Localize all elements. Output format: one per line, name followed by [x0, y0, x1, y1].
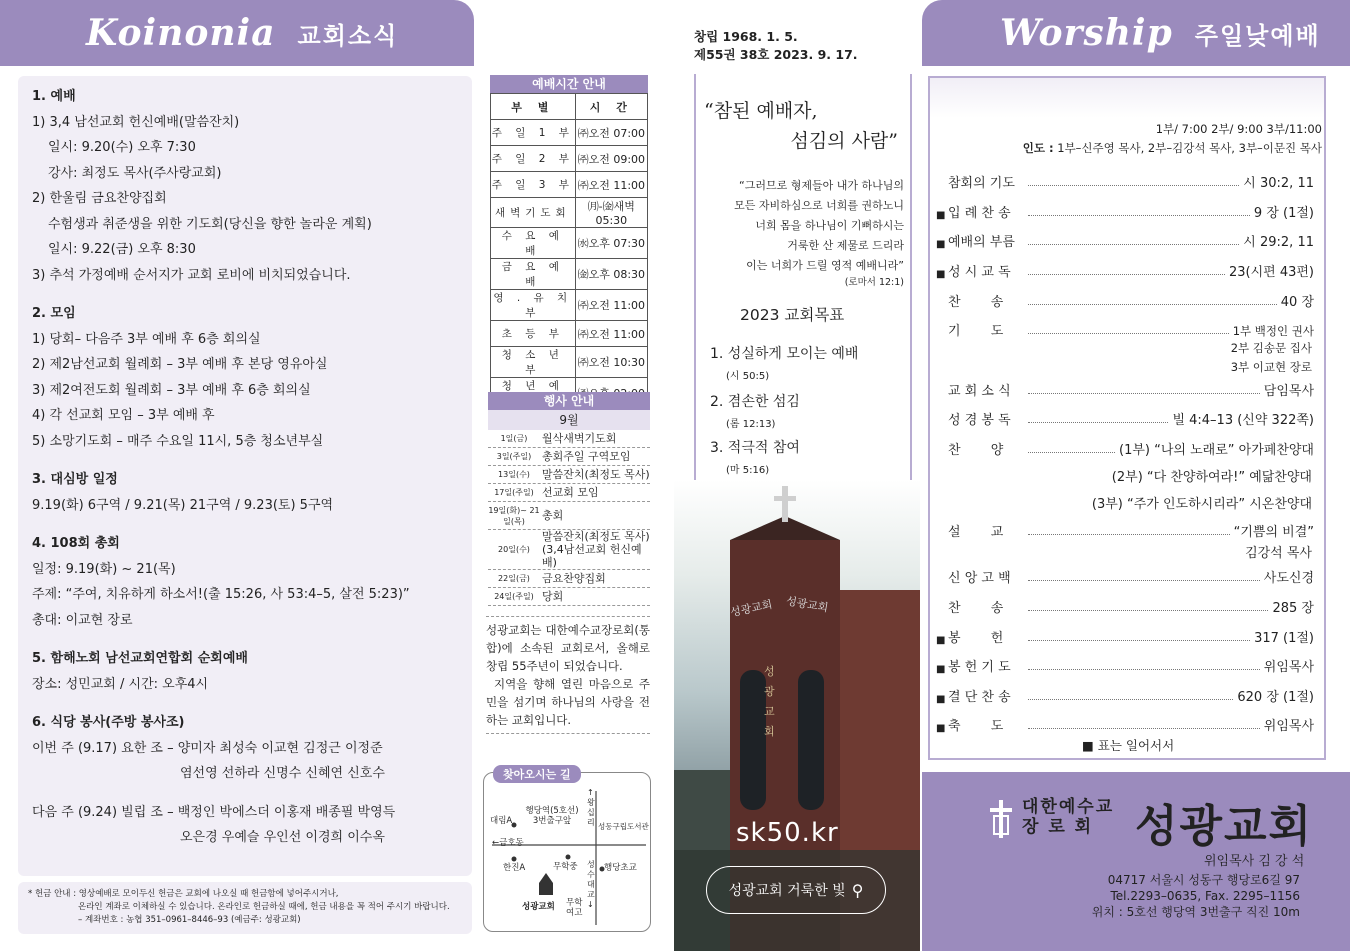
news-line: 오은경 우예슬 우인선 이경희 이수옥: [180, 830, 385, 845]
cross-logo: [988, 800, 1014, 838]
photo-sign-right: 성광교회: [785, 594, 830, 615]
denomination-logo-icon: [988, 800, 1014, 838]
service-col-name: 부 별: [491, 94, 576, 120]
map-label-library: 성동구립도서관: [598, 822, 649, 831]
news-line: 3) 추석 가정예배 순서지가 교회 로비에 비치되었습니다.: [32, 267, 351, 283]
news-line: 9.19(화) 6구역 / 9.21(목) 21구역 / 9.23(토) 5구역: [32, 497, 334, 513]
worship-order-item: [936, 521, 1314, 540]
map-label-seongsu: 성 수 대 교 ↓: [587, 860, 595, 909]
leader-dots: [1028, 274, 1225, 275]
stand-marker: ■: [936, 210, 946, 221]
service-row: [491, 146, 648, 172]
service-times: [1023, 120, 1322, 158]
order-value: 23(시편 43편): [1228, 265, 1314, 280]
event-date: 1일(금): [500, 434, 528, 443]
service-name: 청 소 년 부: [491, 347, 576, 378]
event-name: 총회주일 구역모임: [542, 450, 631, 463]
leader-dots: [1028, 393, 1260, 394]
event-name: 월삭새벽기도회: [542, 432, 617, 445]
verse-line-5: 이는 너희가 드릴 영적 예배니라”: [746, 259, 904, 272]
prayer-2: 2부 김송문 집사: [1230, 341, 1312, 355]
goal-item-3: [710, 437, 800, 476]
map-label-daerim: 대림A: [490, 816, 513, 826]
order-value: 사도신경: [1263, 571, 1314, 586]
service-col-time: 시 간: [575, 94, 647, 120]
leader-dots: [1028, 640, 1250, 641]
service-time: ㈜오전 07:00: [575, 120, 647, 146]
news-line: 수험생과 취준생을 위한 기도회(당신을 향한 놀라운 계획): [48, 216, 372, 232]
event-date: 13일(수): [498, 470, 530, 479]
verse-line-3: 너희 몸을 하나님이 기뻐하시는: [755, 219, 904, 232]
event-row: [488, 588, 650, 606]
service-row: [491, 228, 648, 259]
order-label: 성 경 봉 독: [948, 413, 1011, 428]
news-section-title: 4. 108회 총회: [32, 536, 120, 551]
events-table: [488, 392, 650, 606]
order-value: 317 (1절): [1254, 631, 1314, 646]
news-section-title: 1. 예배: [32, 89, 76, 104]
stand-marker: ■: [936, 269, 946, 280]
worship-order-item: [936, 380, 1314, 399]
order-value: “기쁨의 비결”: [1233, 525, 1314, 540]
stand-marker: ■: [936, 723, 946, 734]
offering-footnote: [18, 882, 472, 934]
event-row: [488, 484, 650, 502]
event-row: [488, 430, 650, 448]
news-line: 강사: 최정도 목사(주사랑교회): [48, 165, 222, 181]
news-line: 장소: 성민교회 / 시간: 오후4시: [32, 676, 209, 692]
worship-order-item: [936, 686, 1314, 705]
order-label: 성 시 교 독: [948, 265, 1011, 280]
order-value: 시 30:2, 11: [1243, 176, 1314, 191]
event-date: 20일(수): [498, 545, 530, 554]
prayer-3: 3부 이교현 장로: [1230, 360, 1312, 374]
goal-1-text: 1. 성실하게 모이는 예배: [710, 346, 859, 362]
news-line: 일정: 9.19(화) ~ 21(목): [32, 561, 176, 577]
event-name: 금요찬양집회: [542, 572, 606, 585]
stand-marker: ■: [936, 239, 946, 250]
leader-dots: [1028, 215, 1250, 216]
news-section-title: 5. 함해노회 남선교회연합회 순회예배: [32, 651, 248, 666]
event-date: 3일(주일): [496, 452, 532, 461]
leader-dots: [1028, 728, 1260, 729]
news-line: 1) 3,4 남선교회 헌신예배(말씀잔치): [32, 114, 240, 130]
order-label: 찬 양: [948, 443, 1004, 458]
preacher: 김강석 목사: [1245, 546, 1312, 561]
order-label: 예배의 부름: [948, 235, 1015, 250]
event-name: 당회: [542, 590, 564, 603]
map-label-wangsimni: ↑ 왕 십 리: [587, 788, 595, 827]
map-label-church: 성광교회: [522, 902, 555, 912]
service-row: [491, 172, 648, 198]
news-line: 5) 소망기도회 – 매주 수요일 11시, 5층 청소년부실: [32, 433, 324, 449]
news-line: 일시: 9.22(금) 오후 8:30: [48, 242, 196, 257]
service-row: [491, 347, 648, 378]
order-label: 교 회 소 식: [948, 384, 1011, 399]
church-desc-p1: 성광교회는 대한예수교장로회(통합)에 소속된 교회로서, 올해로 창립 55주년이 되었습니다.: [486, 623, 650, 673]
news-line: 이번 주 (9.17) 요한 조 – 양미자 최성숙 이교현 김정근 이정준: [32, 740, 383, 756]
order-label: 축 도: [948, 719, 1004, 734]
location-hint: 위치 : 5호선 행당역 3번출구 직진 10m: [1091, 905, 1300, 919]
service-row: [491, 290, 648, 321]
service-name: 청 년 예: [491, 378, 576, 409]
event-row: [488, 570, 650, 588]
service-time: ㈜오전 11:00: [575, 321, 647, 347]
leader-dots: [1028, 699, 1233, 700]
event-date: 24일(주일): [494, 592, 534, 601]
event-row: [488, 502, 650, 530]
search-icon: ⚲: [851, 880, 864, 900]
service-name: 초 등 부: [491, 321, 576, 347]
news-list: [32, 84, 458, 851]
news-section-title: 2. 모임: [32, 306, 76, 321]
theme-line-2: 섬김의 사람”: [790, 130, 898, 152]
service-name: 영 . 유 치 부: [491, 290, 576, 321]
worship-order-item: [936, 172, 1314, 191]
leader-dots: [1028, 452, 1115, 453]
founding-date: 창립 1968. 1. 5.: [694, 29, 798, 44]
church-name: 성광교회: [1135, 801, 1314, 852]
stand-marker: ■: [936, 635, 946, 646]
worship-order-item: [936, 409, 1314, 428]
event-date: 22일(금): [498, 574, 530, 583]
service-time-list: 1부/ 7:00 2부/ 9:00 3부/11:00: [1155, 122, 1322, 136]
leader-dots: [1028, 610, 1268, 611]
order-value: 시 29:2, 11: [1243, 235, 1314, 250]
senior-pastor: 위임목사 김 강 석: [1204, 854, 1305, 869]
verse-line-4: 거룩한 산 제물로 드리라: [787, 239, 904, 252]
news-line: [32, 787, 458, 800]
news-line: 총대: 이교현 장로: [32, 612, 133, 628]
order-value: (1부) “나의 노래로” 아가페찬양대: [1119, 443, 1314, 458]
worship-order-item: [936, 627, 1314, 646]
service-time: ㈮오후 08:30: [575, 259, 647, 290]
order-label: 봉 헌: [948, 631, 1004, 646]
footnote-line-1: * 헌금 안내 : 영상예배로 모이두신 헌금은 교회에 나오실 때 헌금함에 넣어주시거나,: [28, 889, 339, 899]
news-line: 2) 제2남선교회 월례회 – 3부 예배 후 본당 영유아실: [32, 357, 328, 372]
stand-marker: ■: [936, 664, 946, 675]
worship-order-item: [936, 597, 1314, 616]
order-label: 기 도: [948, 324, 1004, 339]
worship-order-item: [936, 656, 1314, 675]
order-label: 입 례 찬 송: [948, 206, 1011, 221]
event-name: 말씀잔치(최정도 목사) (3,4남선교회 헌신예배): [542, 530, 650, 569]
goals-title: 2023 교회목표: [740, 306, 845, 324]
right-banner: [922, 0, 1350, 66]
service-time: ㈜오전 10:30: [575, 347, 647, 378]
left-banner-script: Koinonia: [86, 12, 276, 54]
event-row: [488, 466, 650, 484]
order-value: 620 장 (1절): [1237, 690, 1314, 705]
order-label: 신 앙 고 백: [948, 571, 1011, 586]
service-time: ㈜오전 09:00: [575, 146, 647, 172]
news-line: 다음 주 (9.24) 빌립 조 – 백정인 박에스더 이홍재 배종필 박영득: [32, 804, 396, 820]
issue-number: 제55권 38호 2023. 9. 17.: [694, 47, 858, 62]
service-name: 금 요 예 배: [491, 259, 576, 290]
leader-label: 인도 :: [1022, 141, 1054, 155]
verse-line-1: “그러므로 형제들아 내가 하나님의: [739, 179, 904, 192]
service-name: 주 일 2 부: [491, 146, 576, 172]
order-value: 9 장 (1절): [1253, 206, 1314, 221]
order-label: 찬 송: [948, 295, 1004, 310]
left-banner-title: 교회소식: [297, 21, 399, 50]
leader-dots: [1028, 534, 1230, 535]
leader-dots: [1028, 185, 1239, 186]
goal-3-text: 3. 적극적 참여: [710, 440, 800, 456]
service-leaders: [1023, 139, 1322, 158]
leader-dots: [1028, 580, 1260, 581]
leader-dots: [1028, 244, 1239, 245]
map-label-geumho: ←금호동: [492, 838, 524, 848]
service-time: ㈜오전 11:00: [575, 172, 647, 198]
worship-order-item: [936, 715, 1314, 734]
search-pill[interactable]: [706, 866, 886, 914]
theme-line-1: “참된 예배자,: [704, 100, 818, 122]
denomination: [1022, 797, 1114, 837]
leader-names: 1부–신주영 목사, 2부–김강석 목사, 3부–이문진 목사: [1053, 141, 1322, 155]
service-name: 새벽기도회: [491, 198, 576, 228]
events-table-title: 행사 안내: [488, 392, 650, 410]
order-value: 1부 백정인 권사: [1232, 324, 1314, 338]
order-label: 결 단 찬 송: [948, 690, 1011, 705]
worship-order-item: [936, 439, 1314, 458]
service-name: 주 일 3 부: [491, 172, 576, 198]
worship-order-item: [936, 261, 1314, 280]
right-banner-script: Worship: [1000, 12, 1173, 54]
worship-order-item: [936, 202, 1314, 221]
founding-info: [694, 28, 858, 64]
worship-order-item: [936, 231, 1314, 250]
worship-order-item: [936, 320, 1314, 339]
news-line: 4) 각 선교회 모임 – 3부 예배 후: [32, 408, 215, 423]
goal-3-ref: (마 5:16): [726, 465, 770, 476]
news-line: 3) 제2여전도회 월례회 – 3부 예배 후 6층 회의실: [32, 382, 311, 398]
worship-order-item: [936, 567, 1314, 586]
left-banner: [0, 0, 474, 66]
stand-note: ■ 표는 일어서서: [1082, 738, 1175, 753]
service-row: [491, 120, 648, 146]
church-desc-p2: 지역을 향해 열린 마음으로 주민을 섬기며 하나님의 사랑을 전하는 교회입니다.: [486, 677, 650, 727]
goal-item-2: [710, 391, 800, 430]
service-time: ㈬오후 07:30: [575, 228, 647, 259]
event-date: 17일(주일): [494, 488, 534, 497]
news-line: 염선영 선하라 신명수 신혜연 신호수: [180, 766, 385, 781]
denomination-line-2: 장 로 회: [1022, 817, 1094, 837]
event-name: 총회: [542, 509, 564, 522]
news-section-title: 6. 식당 봉사(주방 봉사조): [32, 715, 185, 730]
map-label-haengdang-elementary: 행당초교: [604, 863, 637, 873]
news-line: 2) 한울림 금요찬양집회: [32, 191, 167, 206]
denomination-line-1: 대한예수교: [1022, 797, 1115, 817]
right-banner-title: 주일낮예배: [1194, 21, 1321, 50]
leader-dots: [1028, 304, 1277, 305]
website-url[interactable]: sk50.kr: [736, 818, 839, 848]
news-line: 주제: “주여, 치유하게 하소서!(출 15:26, 사 53:4–5, 살전 5:23)”: [32, 587, 410, 602]
service-name: 주 일 1 부: [491, 120, 576, 146]
order-value: 위임목사: [1263, 660, 1314, 675]
service-time: ㈜오전 11:00: [575, 290, 647, 321]
order-value: 담임목사: [1263, 384, 1314, 399]
news-box: [18, 76, 472, 876]
goal-2-ref: (롬 12:13): [726, 419, 776, 430]
footnote-line-3: – 계좌번호 : 농협 351–0961–8446–93 (예금주: 성광교회): [78, 915, 301, 925]
order-value: 40 장: [1280, 295, 1314, 310]
map-label-hanjin: 한진A: [503, 863, 526, 873]
order-label: 설 교: [948, 525, 1004, 540]
order-label: 참회의 기도: [948, 176, 1015, 191]
church-description: [486, 616, 650, 734]
order-value: 위임목사: [1263, 719, 1314, 734]
order-label: 찬 송: [948, 601, 1004, 616]
church-address: [1092, 872, 1300, 920]
choir-3: (3부) “주가 인도하시리라” 시온찬양대: [1091, 497, 1312, 512]
goal-2-text: 2. 겸손한 섬김: [710, 394, 800, 410]
leader-dots: [1028, 422, 1168, 423]
service-table-title: 예배시간 안내: [490, 75, 648, 93]
phone-fax: Tel.2293–0635, Fax. 2295–1156: [1110, 889, 1300, 903]
service-time: ㈪-㈮새벽 05:30: [575, 198, 647, 228]
event-row: [488, 530, 650, 570]
scripture-verse: [700, 176, 904, 290]
worship-order-item: [936, 291, 1314, 310]
stand-marker: ■: [936, 694, 946, 705]
service-row: [491, 198, 648, 228]
service-times-table: [490, 75, 648, 409]
event-row: [488, 448, 650, 466]
order-label: 봉 헌 기 도: [948, 660, 1011, 675]
event-name: 선교회 모임: [542, 486, 599, 499]
map-label-muhak-middle: 무학중: [553, 862, 578, 872]
service-row: [491, 321, 648, 347]
order-value: 빌 4:4–13 (신약 322쪽): [1172, 413, 1314, 428]
events-month: 9월: [488, 410, 650, 430]
verse-line-2: 모든 자비하심으로 너희를 권하노니: [734, 199, 904, 212]
leader-dots: [1028, 333, 1229, 334]
news-line: 1) 당회– 다음주 3부 예배 후 6층 회의실: [32, 331, 261, 347]
photo-vertical-sign: 성광교회: [764, 665, 775, 738]
footnote-line-2: 온라인 계좌로 이체하실 수 있습니다. 온라인로 헌금하실 때에, 헌금 내용을 꼭 적어 주시기 바랍니다.: [78, 902, 450, 912]
map-label-station: 행당역(5호선) 3번출구앞: [525, 806, 579, 826]
service-name: 수 요 예 배: [491, 228, 576, 259]
map-title: 찾아오시는 길: [493, 765, 581, 783]
map-label-muhak-girls: 무학 여고: [566, 898, 583, 918]
goal-1-ref: (시 50:5): [726, 371, 770, 382]
leader-dots: [1028, 669, 1260, 670]
event-name: 말씀잔치(최정도 목사): [542, 468, 650, 481]
news-section-title: 3. 대심방 일정: [32, 472, 118, 487]
event-date: 19일(화)~ 21일(목): [488, 505, 540, 526]
address-line: 04717 서울시 성동구 행당로6길 97: [1107, 873, 1300, 887]
goal-item-1: [710, 343, 858, 382]
service-row: [491, 259, 648, 290]
order-value: 285 장: [1272, 601, 1314, 616]
choir-2: (2부) “다 찬양하여라!” 예닮찬양대: [1111, 470, 1312, 485]
verse-reference: (로마서 12:1): [844, 277, 904, 288]
search-pill-text: 성광교회 거룩한 빛: [728, 883, 846, 899]
photo-sign-left: 성광교회: [729, 597, 774, 620]
news-line: 일시: 9.20(수) 오후 7:30: [48, 140, 196, 155]
theme-title: [704, 96, 904, 156]
